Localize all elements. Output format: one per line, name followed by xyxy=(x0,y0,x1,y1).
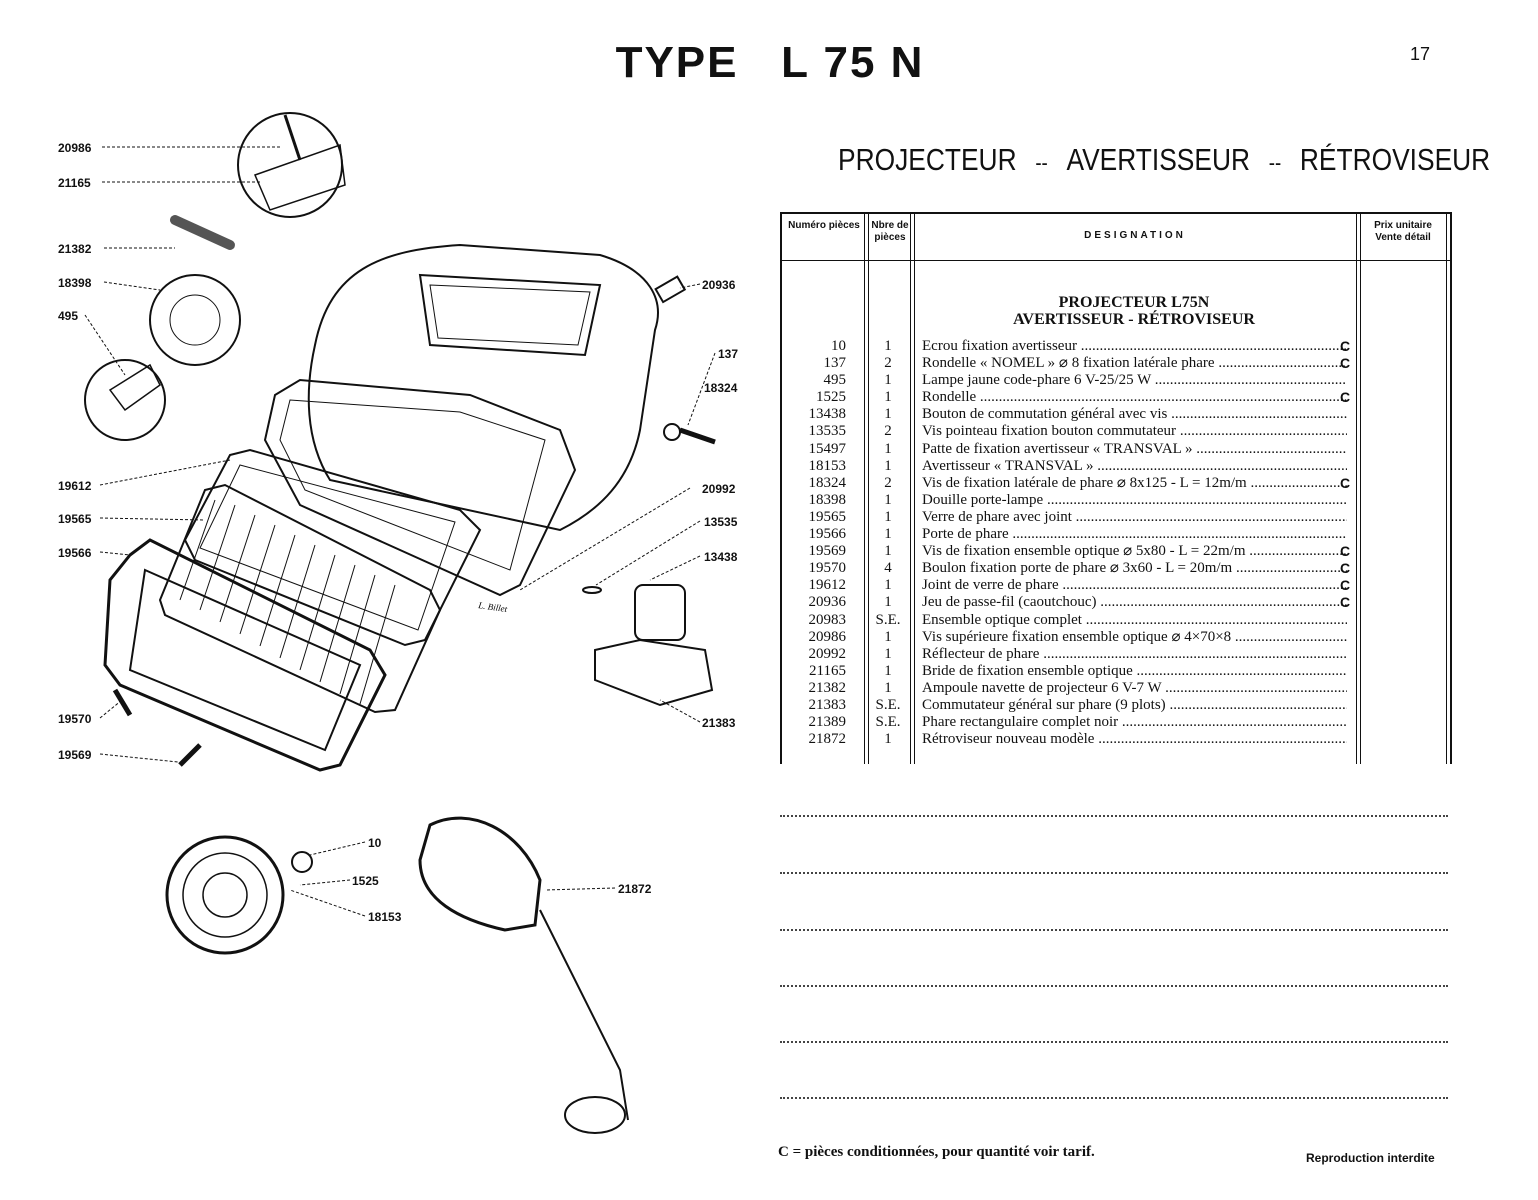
table-row xyxy=(780,543,1452,560)
quantity: 1 xyxy=(884,457,892,474)
callout-19566: 19566 xyxy=(58,546,92,560)
quantity: S.E. xyxy=(875,714,901,731)
table-row xyxy=(780,612,1452,629)
quantity: 1 xyxy=(884,372,892,389)
quantity: 4 xyxy=(884,560,892,577)
blank-line xyxy=(780,815,1448,817)
blank-line xyxy=(780,1041,1448,1043)
callout-18153: 18153 xyxy=(368,910,402,924)
quantity: 1 xyxy=(884,594,892,611)
callout-21872: 21872 xyxy=(618,882,652,896)
quantity: 1 xyxy=(884,406,892,423)
parts-table xyxy=(780,212,1452,764)
callout-20936: 20936 xyxy=(702,278,736,292)
quantity: 1 xyxy=(884,679,892,696)
designation: Verre de phare avec joint ..... xyxy=(922,509,1347,526)
parts-rows xyxy=(780,338,1452,748)
section-retroviseur: RÉTROVISEUR xyxy=(1299,142,1491,177)
table-row xyxy=(780,680,1452,697)
table-row xyxy=(780,577,1452,594)
part-number: 20983 xyxy=(808,611,846,628)
part-number: 18324 xyxy=(808,474,846,491)
part-number: 19565 xyxy=(808,508,846,525)
designation: Patte de fixation avertisseur « TRANSVAL » ..... xyxy=(922,441,1347,458)
callout-18324: 18324 xyxy=(704,381,738,395)
table-row xyxy=(780,406,1452,423)
switch-knob xyxy=(635,585,685,640)
callout-19565: 19565 xyxy=(58,512,92,526)
group-title-line2: AVERTISSEUR - RÉTROVISEUR xyxy=(1013,311,1255,328)
quantity: 1 xyxy=(884,731,892,748)
blank-line xyxy=(780,929,1448,931)
callout-1525: 1525 xyxy=(352,874,379,888)
table-row xyxy=(780,441,1452,458)
footnote: C = pièces conditionnées, pour quantité voir tarif. xyxy=(778,1144,1095,1160)
conditioned-mark: C xyxy=(1340,389,1351,406)
quantity: 1 xyxy=(884,628,892,645)
table-row xyxy=(780,423,1452,440)
designation: Rondelle ..... xyxy=(922,389,1347,406)
page-title: TYPE L 75 N xyxy=(615,38,925,87)
part-number: 1525 xyxy=(816,389,846,406)
part-number: 10 xyxy=(831,338,846,354)
quantity: 1 xyxy=(884,543,892,560)
designation: Douille porte-lampe ..... xyxy=(922,492,1347,509)
reproduction-notice: Reproduction interdite xyxy=(1306,1151,1435,1165)
table-row xyxy=(780,646,1452,663)
table-row xyxy=(780,458,1452,475)
conditioned-mark: C xyxy=(1340,594,1351,611)
part-number: 19569 xyxy=(808,543,846,560)
artist-signature: L. Billet xyxy=(477,600,508,615)
designation: Porte de phare ..... xyxy=(922,526,1347,543)
part-number: 137 xyxy=(823,355,846,372)
designation: Avertisseur « TRANSVAL » ..... xyxy=(922,458,1347,475)
separator: -- xyxy=(1268,150,1282,175)
part-number: 13535 xyxy=(808,423,846,440)
part-number: 19570 xyxy=(808,560,846,577)
part-number: 21872 xyxy=(808,731,846,748)
table-row xyxy=(780,355,1452,372)
quantity: S.E. xyxy=(875,696,901,713)
callout-19612: 19612 xyxy=(58,479,92,493)
callout-13438: 13438 xyxy=(704,550,738,564)
gasket xyxy=(185,450,480,645)
table-row xyxy=(780,663,1452,680)
part-number: 20992 xyxy=(808,645,846,662)
header-designation: DESIGNATION xyxy=(1084,230,1186,241)
table-row xyxy=(780,492,1452,509)
designation: Boulon fixation porte de phare ⌀ 3x60 - L = 20m/m ..... xyxy=(922,560,1347,577)
table-row xyxy=(780,697,1452,714)
callout-19569: 19569 xyxy=(58,748,92,762)
part-number: 21383 xyxy=(808,696,846,713)
designation: Réflecteur de phare ..... xyxy=(922,646,1347,663)
table-row xyxy=(780,389,1452,406)
part-number: 20936 xyxy=(808,594,846,611)
part-number: 18153 xyxy=(808,457,846,474)
lens xyxy=(160,485,440,712)
section-avertisseur: AVERTISSEUR xyxy=(1066,142,1251,177)
conditioned-mark: C xyxy=(1340,474,1351,491)
quantity: 1 xyxy=(884,645,892,662)
quantity: 1 xyxy=(884,577,892,594)
table-row xyxy=(780,629,1452,646)
callout-10: 10 xyxy=(368,836,382,850)
callout-13535: 13535 xyxy=(704,515,738,529)
quantity: 2 xyxy=(884,355,892,372)
blank-line xyxy=(780,1097,1448,1099)
quantity: 1 xyxy=(884,338,892,354)
designation: Vis pointeau fixation bouton commutateur ..... xyxy=(922,423,1347,440)
blank-line xyxy=(780,985,1448,987)
header-prix: Prix unitaire Vente détail xyxy=(1374,220,1432,243)
part-number: 19612 xyxy=(808,577,846,594)
callout-21383: 21383 xyxy=(702,716,736,730)
callout-18398: 18398 xyxy=(58,276,92,290)
designation: Bride de fixation ensemble optique ..... xyxy=(922,663,1347,680)
lamp-socket xyxy=(150,275,240,365)
blank-line xyxy=(780,872,1448,874)
designation: Bouton de commutation général avec vis ..... xyxy=(922,406,1347,423)
group-title xyxy=(913,294,1355,328)
designation: Rondelle « NOMEL » ⌀ 8 fixation latérale phare ..... xyxy=(922,355,1347,372)
quantity: 1 xyxy=(884,662,892,679)
table-row xyxy=(780,372,1452,389)
designation: Rétroviseur nouveau modèle ..... xyxy=(922,731,1347,748)
separator: -- xyxy=(1035,150,1048,175)
table-row xyxy=(780,526,1452,543)
designation: Lampe jaune code-phare 6 V-25/25 W ..... xyxy=(922,372,1347,389)
table-row xyxy=(780,714,1452,731)
table-row xyxy=(780,560,1452,577)
designation: Ampoule navette de projecteur 6 V-7 W ..... xyxy=(922,680,1347,697)
callout-19570: 19570 xyxy=(58,712,92,726)
conditioned-mark: C xyxy=(1340,543,1351,560)
table-row xyxy=(780,509,1452,526)
part-number: 18398 xyxy=(808,491,846,508)
quantity: 1 xyxy=(884,440,892,457)
quantity: 2 xyxy=(884,474,892,491)
section-heading xyxy=(838,142,1490,178)
designation: Phare rectangulaire complet noir ..... xyxy=(922,714,1347,731)
part-number: 495 xyxy=(823,372,846,389)
designation: Ecrou fixation avertisseur ..... xyxy=(922,338,1347,355)
designation: Vis de fixation latérale de phare ⌀ 8x125 - L = 12m/m ..... xyxy=(922,475,1347,492)
part-number: 21165 xyxy=(809,662,846,679)
mirror xyxy=(420,818,540,930)
quantity: 2 xyxy=(884,423,892,440)
quantity: 1 xyxy=(884,508,892,525)
conditioned-mark: C xyxy=(1340,560,1351,577)
callout-20992: 20992 xyxy=(702,482,736,496)
table-row xyxy=(780,475,1452,492)
designation: Vis de fixation ensemble optique ⌀ 5x80 - L = 22m/m ..... xyxy=(922,543,1347,560)
part-number: 21389 xyxy=(808,714,846,731)
conditioned-mark: C xyxy=(1340,338,1351,354)
conditioned-mark: C xyxy=(1340,355,1351,372)
callout-137: 137 xyxy=(718,347,739,361)
designation: Jeu de passe-fil (caoutchouc) ..... xyxy=(922,594,1347,611)
conditioned-mark: C xyxy=(1340,577,1351,594)
page-number: 17 xyxy=(1410,44,1431,64)
part-number: 19566 xyxy=(808,526,846,543)
part-number: 21382 xyxy=(808,679,846,696)
table-row xyxy=(780,338,1452,355)
part-number: 15497 xyxy=(808,440,846,457)
front-rim xyxy=(105,540,385,770)
header-nombre: Nbre de pièces xyxy=(871,220,909,243)
part-number: 13438 xyxy=(808,406,846,423)
quantity: 1 xyxy=(884,526,892,543)
designation: Joint de verre de phare ..... xyxy=(922,577,1347,594)
reflector xyxy=(265,380,575,595)
quantity: 1 xyxy=(884,389,892,406)
header-numero: Numéro pièces xyxy=(788,220,860,231)
group-title-line1: PROJECTEUR L75N xyxy=(1058,294,1210,311)
table-row xyxy=(780,731,1452,748)
designation: Vis supérieure fixation ensemble optique ⌀ 4×70×8 ..... xyxy=(922,629,1347,646)
designation: Commutateur général sur phare (9 plots) ..... xyxy=(922,697,1347,714)
callout-21165: 21165 xyxy=(58,176,91,190)
designation: Ensemble optique complet ..... xyxy=(922,612,1347,629)
quantity: 1 xyxy=(884,491,892,508)
horn xyxy=(167,837,283,953)
table-row xyxy=(780,594,1452,611)
part-number: 20986 xyxy=(808,628,846,645)
quantity: S.E. xyxy=(875,611,901,628)
callout-495: 495 xyxy=(58,309,79,323)
callout-20986: 20986 xyxy=(58,141,92,155)
callout-21382: 21382 xyxy=(58,242,92,256)
section-projecteur: PROJECTEUR xyxy=(838,142,1017,177)
